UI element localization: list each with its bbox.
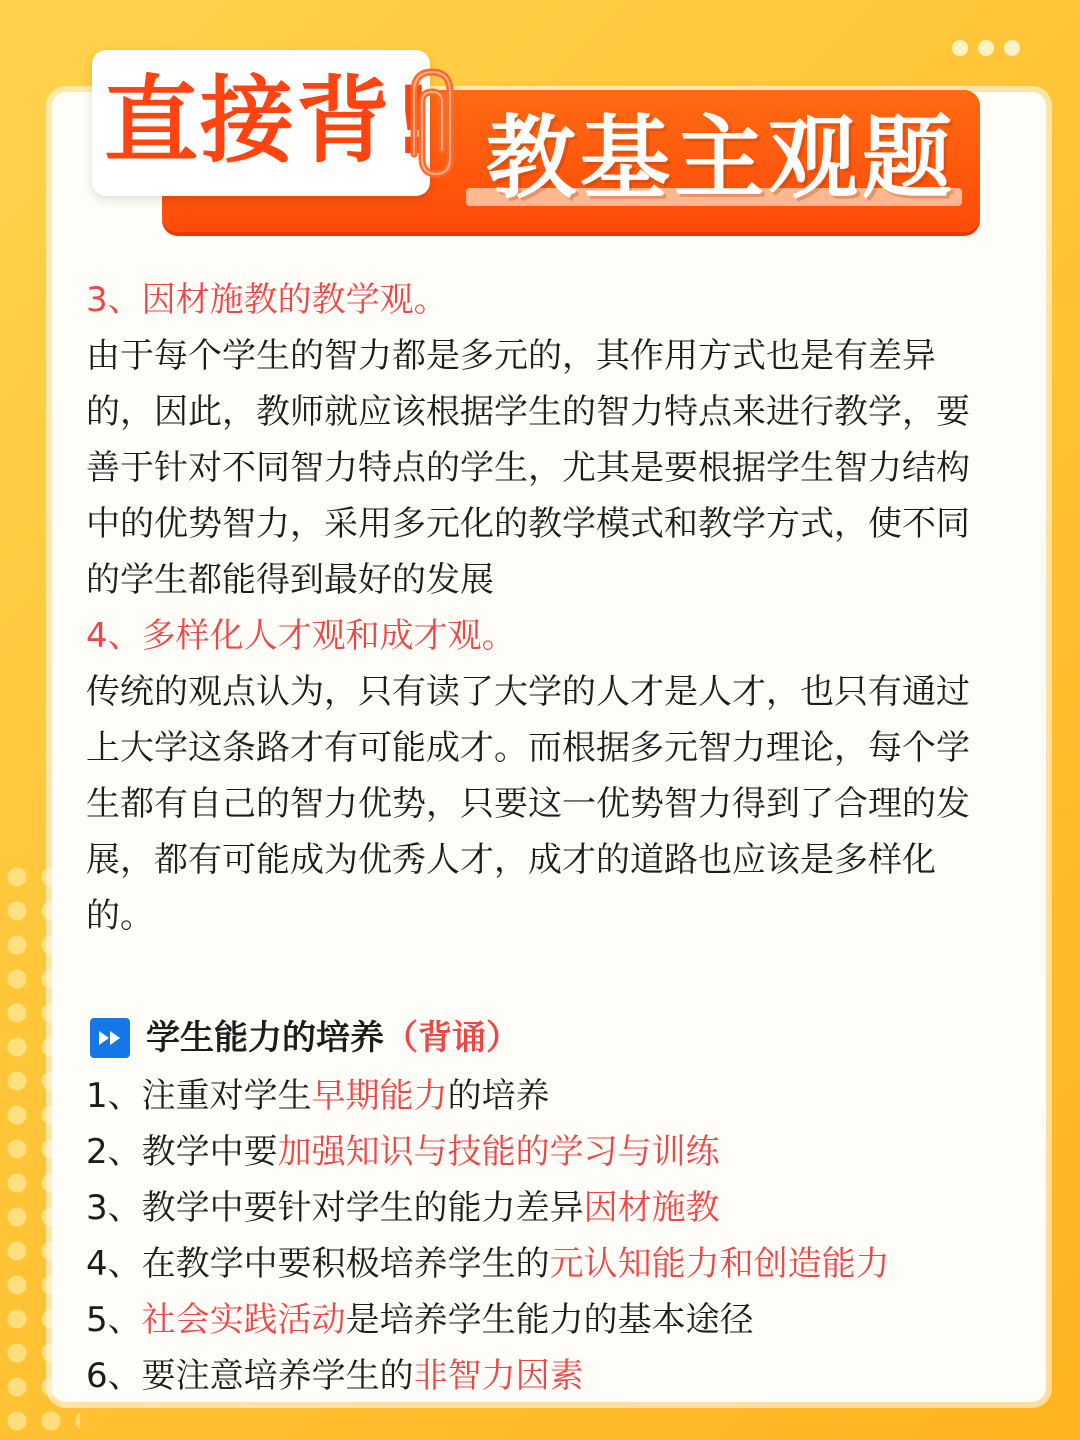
- list-item-text: 3、教学中要针对学生的能力差异: [86, 1188, 584, 1228]
- ability-section-heading: [86, 1008, 986, 1068]
- list-item-highlight: 早期能力: [311, 1076, 448, 1116]
- section-paragraph: 由于每个学生的智力都是多元的，其作用方式也是有差异的，因此，教师就应该根据学生的智力特点来进行教学，要善于针对不同智力特点的学生，尤其是要根据学生智力结构中的优势智力，采用多元化的教学模式和教学方式，使不同的学生都能得到最好的发展: [86, 336, 970, 600]
- list-item-text: 的培养: [447, 1076, 550, 1116]
- list-item-text: 2、教学中要: [86, 1132, 278, 1172]
- list-item: [86, 1292, 986, 1348]
- dot-icon: [952, 40, 968, 56]
- list-item-highlight: 社会实践活动: [141, 1300, 346, 1340]
- list-item-highlight: 元认知能力和创造能力: [549, 1244, 890, 1284]
- list-item-text: 5、: [86, 1300, 142, 1340]
- list-item: [86, 1348, 986, 1404]
- fast-forward-icon: [90, 1018, 130, 1058]
- ability-heading-note: （背诵）: [384, 1018, 520, 1058]
- list-item: [86, 1180, 986, 1236]
- decorative-corner-dots: [952, 40, 1020, 56]
- title-tag: 直接背!: [104, 67, 437, 176]
- list-item-text: 4、在教学中要积极培养学生的: [86, 1244, 550, 1284]
- list-item-text: 是培养学生能力的基本途径: [345, 1300, 754, 1340]
- dot-icon: [1004, 40, 1020, 56]
- list-item-text: 6、要注意培养学生的: [86, 1356, 414, 1396]
- section-heading: 3、因材施教的教学观。: [86, 280, 448, 320]
- list-item: [86, 1124, 986, 1180]
- list-item-highlight: 因材施教: [583, 1188, 720, 1228]
- list-item-highlight: 加强知识与技能的学习与训练: [277, 1132, 720, 1172]
- section-paragraph: 传统的观点认为，只有读了大学的人才是人才，也只有通过上大学这条路才有可能成才。而根据多元智力理论，每个学生都有自己的智力优势，只要这一优势智力得到了合理的发展，都有可能成为优秀人才，成才的道路也应该是多样化的。: [86, 672, 970, 936]
- list-item-highlight: 非智力因素: [413, 1356, 584, 1396]
- article-body: [86, 272, 986, 1404]
- ability-heading-text: 学生能力的培养: [146, 1018, 384, 1058]
- paperclip-icon: [392, 62, 472, 182]
- list-item: [86, 1236, 986, 1292]
- dot-icon: [978, 40, 994, 56]
- title-main: 教基主观题: [486, 106, 956, 211]
- section-heading: 4、多样化人才观和成才观。: [86, 616, 516, 656]
- list-item: [86, 1068, 986, 1124]
- list-item-text: 1、注重对学生: [86, 1076, 312, 1116]
- spacer: [86, 944, 986, 1000]
